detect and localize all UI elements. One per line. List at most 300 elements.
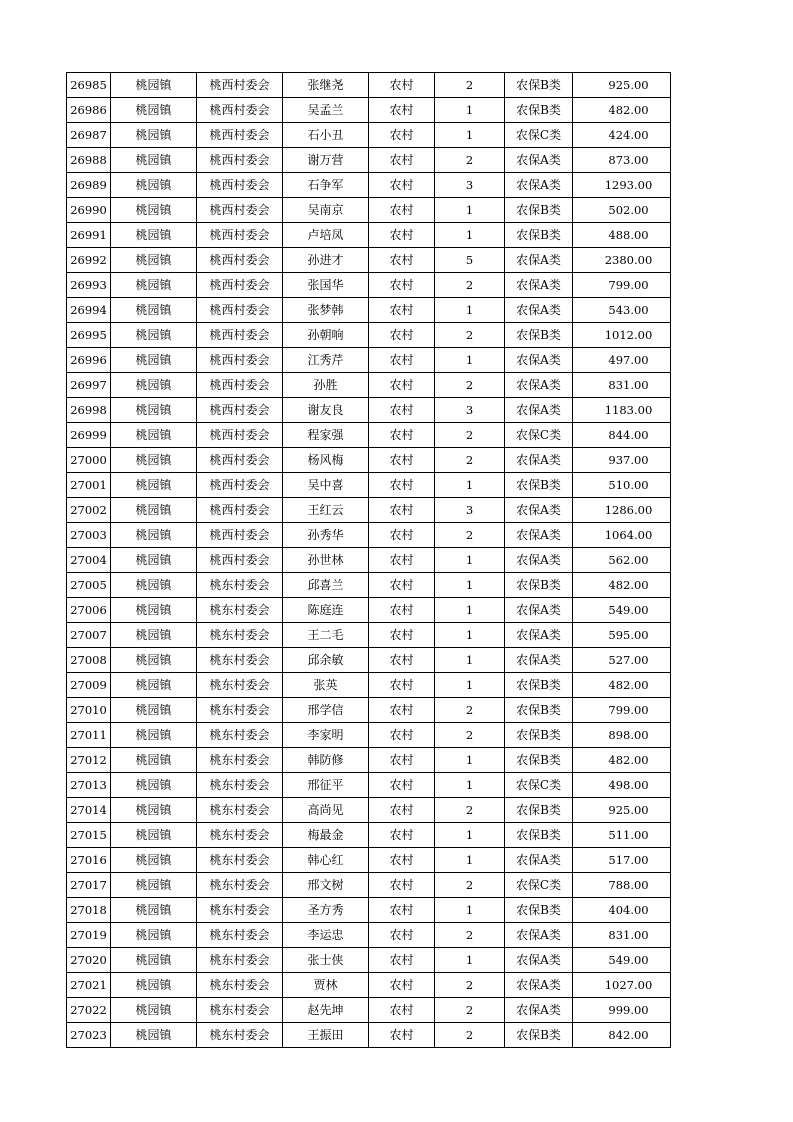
row-id-cell: 26991 <box>67 223 111 248</box>
village-cell: 桃西村委会 <box>197 148 283 173</box>
insurance-class-cell: 农保B类 <box>505 198 573 223</box>
insurance-class-cell: 农保B类 <box>505 1023 573 1048</box>
table-row <box>67 148 671 173</box>
household-size-cell: 1 <box>435 223 505 248</box>
table-row <box>67 348 671 373</box>
amount-cell: 517.00 <box>573 848 671 873</box>
amount-cell: 497.00 <box>573 348 671 373</box>
household-size-cell: 2 <box>435 448 505 473</box>
town-cell: 桃园镇 <box>111 998 197 1023</box>
amount-cell: 799.00 <box>573 273 671 298</box>
area-type-cell: 农村 <box>369 773 435 798</box>
name-cell: 吴中喜 <box>283 473 369 498</box>
town-cell: 桃园镇 <box>111 548 197 573</box>
row-id-cell: 27019 <box>67 923 111 948</box>
village-cell: 桃西村委会 <box>197 348 283 373</box>
village-cell: 桃东村委会 <box>197 873 283 898</box>
town-cell: 桃园镇 <box>111 973 197 998</box>
area-type-cell: 农村 <box>369 823 435 848</box>
row-id-cell: 27016 <box>67 848 111 873</box>
table-row <box>67 373 671 398</box>
name-cell: 梅最金 <box>283 823 369 848</box>
village-cell: 桃西村委会 <box>197 373 283 398</box>
town-cell: 桃园镇 <box>111 423 197 448</box>
table-row <box>67 1023 671 1048</box>
row-id-cell: 27014 <box>67 798 111 823</box>
name-cell: 孙秀华 <box>283 523 369 548</box>
insurance-class-cell: 农保B类 <box>505 98 573 123</box>
village-cell: 桃西村委会 <box>197 448 283 473</box>
name-cell: 卢培凤 <box>283 223 369 248</box>
table-row <box>67 798 671 823</box>
table-row <box>67 298 671 323</box>
household-size-cell: 1 <box>435 348 505 373</box>
village-cell: 桃西村委会 <box>197 98 283 123</box>
name-cell: 邢征平 <box>283 773 369 798</box>
area-type-cell: 农村 <box>369 398 435 423</box>
name-cell: 李家明 <box>283 723 369 748</box>
area-type-cell: 农村 <box>369 673 435 698</box>
town-cell: 桃园镇 <box>111 348 197 373</box>
area-type-cell: 农村 <box>369 923 435 948</box>
area-type-cell: 农村 <box>369 598 435 623</box>
amount-cell: 788.00 <box>573 873 671 898</box>
amount-cell: 2380.00 <box>573 248 671 273</box>
area-type-cell: 农村 <box>369 348 435 373</box>
town-cell: 桃园镇 <box>111 523 197 548</box>
village-cell: 桃东村委会 <box>197 573 283 598</box>
town-cell: 桃园镇 <box>111 198 197 223</box>
name-cell: 张士侠 <box>283 948 369 973</box>
village-cell: 桃东村委会 <box>197 698 283 723</box>
row-id-cell: 26994 <box>67 298 111 323</box>
name-cell: 王红云 <box>283 498 369 523</box>
data-table <box>66 72 671 1048</box>
area-type-cell: 农村 <box>369 623 435 648</box>
table-row <box>67 723 671 748</box>
table-row <box>67 73 671 98</box>
row-id-cell: 27012 <box>67 748 111 773</box>
insurance-class-cell: 农保B类 <box>505 223 573 248</box>
village-cell: 桃西村委会 <box>197 273 283 298</box>
household-size-cell: 2 <box>435 148 505 173</box>
village-cell: 桃东村委会 <box>197 923 283 948</box>
village-cell: 桃东村委会 <box>197 1023 283 1048</box>
name-cell: 邱余敏 <box>283 648 369 673</box>
area-type-cell: 农村 <box>369 548 435 573</box>
area-type-cell: 农村 <box>369 1023 435 1048</box>
insurance-class-cell: 农保A类 <box>505 173 573 198</box>
name-cell: 吴南京 <box>283 198 369 223</box>
area-type-cell: 农村 <box>369 423 435 448</box>
village-cell: 桃西村委会 <box>197 298 283 323</box>
village-cell: 桃东村委会 <box>197 973 283 998</box>
name-cell: 孙胜 <box>283 373 369 398</box>
insurance-class-cell: 农保B类 <box>505 723 573 748</box>
town-cell: 桃园镇 <box>111 873 197 898</box>
town-cell: 桃园镇 <box>111 448 197 473</box>
insurance-class-cell: 农保B类 <box>505 698 573 723</box>
row-id-cell: 27000 <box>67 448 111 473</box>
insurance-class-cell: 农保A类 <box>505 448 573 473</box>
area-type-cell: 农村 <box>369 998 435 1023</box>
table-row <box>67 323 671 348</box>
amount-cell: 842.00 <box>573 1023 671 1048</box>
household-size-cell: 1 <box>435 773 505 798</box>
insurance-class-cell: 农保B类 <box>505 823 573 848</box>
household-size-cell: 1 <box>435 123 505 148</box>
table-row <box>67 223 671 248</box>
row-id-cell: 26985 <box>67 73 111 98</box>
name-cell: 邱喜兰 <box>283 573 369 598</box>
table-row <box>67 748 671 773</box>
village-cell: 桃东村委会 <box>197 823 283 848</box>
household-size-cell: 2 <box>435 698 505 723</box>
household-size-cell: 2 <box>435 1023 505 1048</box>
village-cell: 桃东村委会 <box>197 598 283 623</box>
household-size-cell: 1 <box>435 573 505 598</box>
row-id-cell: 26999 <box>67 423 111 448</box>
town-cell: 桃园镇 <box>111 298 197 323</box>
amount-cell: 549.00 <box>573 598 671 623</box>
insurance-class-cell: 农保C类 <box>505 423 573 448</box>
table-row <box>67 623 671 648</box>
area-type-cell: 农村 <box>369 648 435 673</box>
name-cell: 谢万营 <box>283 148 369 173</box>
area-type-cell: 农村 <box>369 98 435 123</box>
area-type-cell: 农村 <box>369 248 435 273</box>
row-id-cell: 27004 <box>67 548 111 573</box>
name-cell: 杨风梅 <box>283 448 369 473</box>
town-cell: 桃园镇 <box>111 823 197 848</box>
table-row <box>67 648 671 673</box>
insurance-class-cell: 农保A类 <box>505 923 573 948</box>
insurance-class-cell: 农保A类 <box>505 273 573 298</box>
area-type-cell: 农村 <box>369 973 435 998</box>
amount-cell: 831.00 <box>573 373 671 398</box>
row-id-cell: 26987 <box>67 123 111 148</box>
village-cell: 桃东村委会 <box>197 648 283 673</box>
insurance-class-cell: 农保C类 <box>505 773 573 798</box>
row-id-cell: 26989 <box>67 173 111 198</box>
area-type-cell: 农村 <box>369 473 435 498</box>
row-id-cell: 27010 <box>67 698 111 723</box>
insurance-class-cell: 农保A类 <box>505 948 573 973</box>
name-cell: 王振田 <box>283 1023 369 1048</box>
table-row <box>67 923 671 948</box>
amount-cell: 999.00 <box>573 998 671 1023</box>
amount-cell: 925.00 <box>573 798 671 823</box>
amount-cell: 404.00 <box>573 898 671 923</box>
insurance-class-cell: 农保A类 <box>505 598 573 623</box>
household-size-cell: 1 <box>435 648 505 673</box>
insurance-class-cell: 农保A类 <box>505 973 573 998</box>
household-size-cell: 1 <box>435 548 505 573</box>
row-id-cell: 26996 <box>67 348 111 373</box>
village-cell: 桃东村委会 <box>197 898 283 923</box>
village-cell: 桃东村委会 <box>197 673 283 698</box>
area-type-cell: 农村 <box>369 798 435 823</box>
table-row <box>67 473 671 498</box>
town-cell: 桃园镇 <box>111 373 197 398</box>
table-row <box>67 423 671 448</box>
amount-cell: 925.00 <box>573 73 671 98</box>
row-id-cell: 27008 <box>67 648 111 673</box>
household-size-cell: 1 <box>435 748 505 773</box>
insurance-class-cell: 农保A类 <box>505 298 573 323</box>
insurance-class-cell: 农保C类 <box>505 123 573 148</box>
amount-cell: 1012.00 <box>573 323 671 348</box>
insurance-class-cell: 农保A类 <box>505 548 573 573</box>
amount-cell: 1183.00 <box>573 398 671 423</box>
town-cell: 桃园镇 <box>111 98 197 123</box>
town-cell: 桃园镇 <box>111 248 197 273</box>
household-size-cell: 3 <box>435 398 505 423</box>
name-cell: 韩防修 <box>283 748 369 773</box>
insurance-class-cell: 农保A类 <box>505 523 573 548</box>
village-cell: 桃西村委会 <box>197 198 283 223</box>
household-size-cell: 1 <box>435 898 505 923</box>
name-cell: 李运忠 <box>283 923 369 948</box>
name-cell: 高尚见 <box>283 798 369 823</box>
row-id-cell: 27018 <box>67 898 111 923</box>
name-cell: 张英 <box>283 673 369 698</box>
village-cell: 桃东村委会 <box>197 773 283 798</box>
town-cell: 桃园镇 <box>111 73 197 98</box>
amount-cell: 831.00 <box>573 923 671 948</box>
area-type-cell: 农村 <box>369 273 435 298</box>
insurance-class-cell: 农保A类 <box>505 348 573 373</box>
name-cell: 邢文树 <box>283 873 369 898</box>
amount-cell: 527.00 <box>573 648 671 673</box>
town-cell: 桃园镇 <box>111 898 197 923</box>
area-type-cell: 农村 <box>369 723 435 748</box>
table-row <box>67 773 671 798</box>
amount-cell: 1027.00 <box>573 973 671 998</box>
table-row <box>67 398 671 423</box>
town-cell: 桃园镇 <box>111 948 197 973</box>
area-type-cell: 农村 <box>369 173 435 198</box>
amount-cell: 1064.00 <box>573 523 671 548</box>
village-cell: 桃西村委会 <box>197 423 283 448</box>
area-type-cell: 农村 <box>369 748 435 773</box>
household-size-cell: 1 <box>435 198 505 223</box>
household-size-cell: 2 <box>435 323 505 348</box>
village-cell: 桃西村委会 <box>197 223 283 248</box>
town-cell: 桃园镇 <box>111 798 197 823</box>
insurance-class-cell: 农保A类 <box>505 398 573 423</box>
amount-cell: 873.00 <box>573 148 671 173</box>
table-row <box>67 948 671 973</box>
row-id-cell: 27005 <box>67 573 111 598</box>
household-size-cell: 1 <box>435 848 505 873</box>
table-row <box>67 823 671 848</box>
town-cell: 桃园镇 <box>111 623 197 648</box>
area-type-cell: 农村 <box>369 948 435 973</box>
village-cell: 桃西村委会 <box>197 548 283 573</box>
household-size-cell: 2 <box>435 923 505 948</box>
household-size-cell: 1 <box>435 473 505 498</box>
village-cell: 桃东村委会 <box>197 798 283 823</box>
row-id-cell: 26997 <box>67 373 111 398</box>
insurance-class-cell: 农保B类 <box>505 473 573 498</box>
household-size-cell: 1 <box>435 948 505 973</box>
table-row <box>67 573 671 598</box>
table-row <box>67 998 671 1023</box>
name-cell: 赵先坤 <box>283 998 369 1023</box>
village-cell: 桃西村委会 <box>197 498 283 523</box>
area-type-cell: 农村 <box>369 498 435 523</box>
area-type-cell: 农村 <box>369 448 435 473</box>
town-cell: 桃园镇 <box>111 148 197 173</box>
village-cell: 桃东村委会 <box>197 848 283 873</box>
household-size-cell: 1 <box>435 598 505 623</box>
table-row <box>67 273 671 298</box>
amount-cell: 1286.00 <box>573 498 671 523</box>
household-size-cell: 1 <box>435 823 505 848</box>
area-type-cell: 农村 <box>369 573 435 598</box>
household-size-cell: 1 <box>435 623 505 648</box>
household-size-cell: 2 <box>435 273 505 298</box>
row-id-cell: 26986 <box>67 98 111 123</box>
village-cell: 桃西村委会 <box>197 248 283 273</box>
village-cell: 桃西村委会 <box>197 123 283 148</box>
household-size-cell: 2 <box>435 73 505 98</box>
town-cell: 桃园镇 <box>111 1023 197 1048</box>
village-cell: 桃东村委会 <box>197 723 283 748</box>
name-cell: 江秀芹 <box>283 348 369 373</box>
table-row <box>67 498 671 523</box>
table-row <box>67 123 671 148</box>
town-cell: 桃园镇 <box>111 848 197 873</box>
town-cell: 桃园镇 <box>111 773 197 798</box>
row-id-cell: 26990 <box>67 198 111 223</box>
row-id-cell: 27003 <box>67 523 111 548</box>
amount-cell: 898.00 <box>573 723 671 748</box>
name-cell: 石争军 <box>283 173 369 198</box>
name-cell: 张国华 <box>283 273 369 298</box>
row-id-cell: 27017 <box>67 873 111 898</box>
insurance-class-cell: 农保B类 <box>505 748 573 773</box>
name-cell: 韩心红 <box>283 848 369 873</box>
town-cell: 桃园镇 <box>111 598 197 623</box>
area-type-cell: 农村 <box>369 848 435 873</box>
village-cell: 桃西村委会 <box>197 73 283 98</box>
name-cell: 谢友良 <box>283 398 369 423</box>
insurance-class-cell: 农保B类 <box>505 798 573 823</box>
insurance-class-cell: 农保A类 <box>505 498 573 523</box>
row-id-cell: 26993 <box>67 273 111 298</box>
area-type-cell: 农村 <box>369 148 435 173</box>
row-id-cell: 27001 <box>67 473 111 498</box>
insurance-class-cell: 农保A类 <box>505 623 573 648</box>
insurance-class-cell: 农保B类 <box>505 573 573 598</box>
town-cell: 桃园镇 <box>111 173 197 198</box>
row-id-cell: 27011 <box>67 723 111 748</box>
table-row <box>67 848 671 873</box>
row-id-cell: 27006 <box>67 598 111 623</box>
insurance-class-cell: 农保C类 <box>505 873 573 898</box>
row-id-cell: 27013 <box>67 773 111 798</box>
village-cell: 桃东村委会 <box>197 948 283 973</box>
table-row <box>67 523 671 548</box>
amount-cell: 511.00 <box>573 823 671 848</box>
amount-cell: 482.00 <box>573 98 671 123</box>
name-cell: 圣方秀 <box>283 898 369 923</box>
household-size-cell: 2 <box>435 423 505 448</box>
amount-cell: 482.00 <box>573 673 671 698</box>
amount-cell: 482.00 <box>573 573 671 598</box>
household-size-cell: 1 <box>435 298 505 323</box>
amount-cell: 799.00 <box>573 698 671 723</box>
row-id-cell: 27015 <box>67 823 111 848</box>
row-id-cell: 27007 <box>67 623 111 648</box>
table-row <box>67 698 671 723</box>
table-row <box>67 548 671 573</box>
name-cell: 陈庭连 <box>283 598 369 623</box>
household-size-cell: 2 <box>435 523 505 548</box>
table-row <box>67 98 671 123</box>
area-type-cell: 农村 <box>369 698 435 723</box>
insurance-class-cell: 农保A类 <box>505 848 573 873</box>
village-cell: 桃西村委会 <box>197 398 283 423</box>
insurance-class-cell: 农保B类 <box>505 73 573 98</box>
insurance-class-cell: 农保B类 <box>505 898 573 923</box>
table-row <box>67 598 671 623</box>
town-cell: 桃园镇 <box>111 223 197 248</box>
area-type-cell: 农村 <box>369 298 435 323</box>
town-cell: 桃园镇 <box>111 398 197 423</box>
table-row <box>67 898 671 923</box>
amount-cell: 424.00 <box>573 123 671 148</box>
amount-cell: 502.00 <box>573 198 671 223</box>
row-id-cell: 26992 <box>67 248 111 273</box>
row-id-cell: 26998 <box>67 398 111 423</box>
area-type-cell: 农村 <box>369 73 435 98</box>
table-row <box>67 973 671 998</box>
name-cell: 孙朝响 <box>283 323 369 348</box>
name-cell: 张继尧 <box>283 73 369 98</box>
name-cell: 吴孟兰 <box>283 98 369 123</box>
amount-cell: 543.00 <box>573 298 671 323</box>
village-cell: 桃西村委会 <box>197 523 283 548</box>
insurance-class-cell: 农保A类 <box>505 148 573 173</box>
village-cell: 桃西村委会 <box>197 323 283 348</box>
insurance-class-cell: 农保B类 <box>505 323 573 348</box>
table-row <box>67 198 671 223</box>
insurance-class-cell: 农保A类 <box>505 248 573 273</box>
row-id-cell: 27009 <box>67 673 111 698</box>
row-id-cell: 27022 <box>67 998 111 1023</box>
table-row <box>67 673 671 698</box>
village-cell: 桃东村委会 <box>197 998 283 1023</box>
household-size-cell: 2 <box>435 373 505 398</box>
household-size-cell: 5 <box>435 248 505 273</box>
table-row <box>67 873 671 898</box>
household-size-cell: 2 <box>435 973 505 998</box>
town-cell: 桃园镇 <box>111 748 197 773</box>
area-type-cell: 农村 <box>369 323 435 348</box>
area-type-cell: 农村 <box>369 523 435 548</box>
town-cell: 桃园镇 <box>111 273 197 298</box>
name-cell: 贾林 <box>283 973 369 998</box>
town-cell: 桃园镇 <box>111 673 197 698</box>
amount-cell: 549.00 <box>573 948 671 973</box>
household-size-cell: 3 <box>435 498 505 523</box>
household-size-cell: 2 <box>435 998 505 1023</box>
name-cell: 张梦韩 <box>283 298 369 323</box>
insurance-class-cell: 农保B类 <box>505 673 573 698</box>
